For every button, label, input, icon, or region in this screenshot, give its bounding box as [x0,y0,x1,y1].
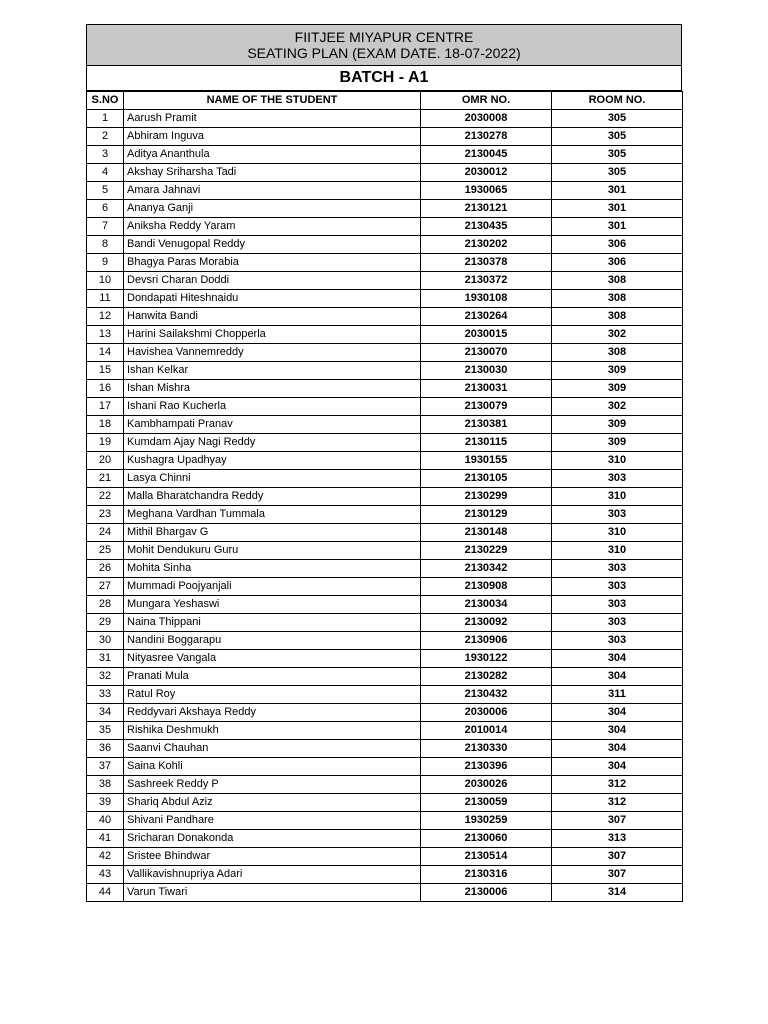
column-header-room: ROOM NO. [552,92,683,110]
cell-room-no: 304 [552,650,683,668]
cell-sno: 37 [87,758,124,776]
cell-room-no: 312 [552,776,683,794]
table-row [87,380,683,398]
cell-room-no: 309 [552,434,683,452]
table-row [87,884,683,902]
cell-sno: 21 [87,470,124,488]
table-row [87,398,683,416]
cell-sno: 27 [87,578,124,596]
cell-student-name: Mohit Dendukuru Guru [124,542,421,560]
cell-student-name: Lasya Chinni [124,470,421,488]
cell-omr-no: 1930155 [421,452,552,470]
cell-student-name: Bandi Venugopal Reddy [124,236,421,254]
cell-student-name: Shivani Pandhare [124,812,421,830]
seating-table [86,91,683,902]
cell-sno: 40 [87,812,124,830]
cell-sno: 42 [87,848,124,866]
cell-omr-no: 2130381 [421,416,552,434]
table-row [87,470,683,488]
cell-student-name: Havishea Vannemreddy [124,344,421,362]
cell-omr-no: 2130045 [421,146,552,164]
cell-omr-no: 2130030 [421,362,552,380]
cell-room-no: 305 [552,146,683,164]
cell-omr-no: 2130435 [421,218,552,236]
cell-omr-no: 1930065 [421,182,552,200]
column-header-omr: OMR NO. [421,92,552,110]
column-header-name: NAME OF THE STUDENT [124,92,421,110]
cell-room-no: 309 [552,380,683,398]
cell-omr-no: 2130006 [421,884,552,902]
cell-room-no: 303 [552,506,683,524]
cell-student-name: Amara Jahnavi [124,182,421,200]
cell-sno: 28 [87,596,124,614]
centre-title: FIITJEE MIYAPUR CENTRE [294,29,474,45]
cell-student-name: Abhiram Inguva [124,128,421,146]
cell-student-name: Varun Tiwari [124,884,421,902]
cell-sno: 3 [87,146,124,164]
cell-sno: 39 [87,794,124,812]
cell-omr-no: 2130432 [421,686,552,704]
cell-student-name: Ishan Kelkar [124,362,421,380]
cell-student-name: Reddyvari Akshaya Reddy [124,704,421,722]
cell-room-no: 311 [552,686,683,704]
cell-sno: 25 [87,542,124,560]
table-row [87,434,683,452]
table-row [87,668,683,686]
cell-room-no: 308 [552,308,683,326]
table-row [87,866,683,884]
cell-sno: 35 [87,722,124,740]
cell-sno: 24 [87,524,124,542]
table-row [87,218,683,236]
table-row [87,776,683,794]
table-row [87,110,683,128]
cell-omr-no: 2130202 [421,236,552,254]
cell-sno: 8 [87,236,124,254]
cell-omr-no: 2130316 [421,866,552,884]
cell-room-no: 304 [552,668,683,686]
cell-room-no: 307 [552,848,683,866]
cell-student-name: Saanvi Chauhan [124,740,421,758]
cell-student-name: Sashreek Reddy P [124,776,421,794]
table-row [87,344,683,362]
table-row [87,236,683,254]
cell-omr-no: 2130148 [421,524,552,542]
cell-sno: 33 [87,686,124,704]
cell-omr-no: 2130396 [421,758,552,776]
cell-student-name: Bhagya Paras Morabia [124,254,421,272]
cell-room-no: 306 [552,254,683,272]
cell-room-no: 310 [552,524,683,542]
table-row [87,254,683,272]
cell-student-name: Ishani Rao Kucherla [124,398,421,416]
cell-omr-no: 2030006 [421,704,552,722]
cell-sno: 10 [87,272,124,290]
cell-room-no: 308 [552,290,683,308]
column-header-sno: S.NO [87,92,124,110]
cell-room-no: 305 [552,164,683,182]
cell-omr-no: 2130330 [421,740,552,758]
cell-omr-no: 2030008 [421,110,552,128]
cell-sno: 41 [87,830,124,848]
table-row [87,416,683,434]
cell-omr-no: 1930259 [421,812,552,830]
cell-student-name: Harini Sailakshmi Chopperla [124,326,421,344]
cell-sno: 13 [87,326,124,344]
cell-sno: 18 [87,416,124,434]
table-row [87,758,683,776]
cell-omr-no: 2130031 [421,380,552,398]
cell-omr-no: 2130264 [421,308,552,326]
cell-student-name: Hanwita Bandi [124,308,421,326]
cell-room-no: 307 [552,812,683,830]
cell-student-name: Mohita Sinha [124,560,421,578]
cell-student-name: Sristee Bhindwar [124,848,421,866]
cell-student-name: Aarush Pramit [124,110,421,128]
table-row [87,452,683,470]
cell-room-no: 308 [552,344,683,362]
cell-room-no: 302 [552,326,683,344]
cell-sno: 29 [87,614,124,632]
table-row [87,308,683,326]
cell-room-no: 304 [552,758,683,776]
cell-sno: 32 [87,668,124,686]
cell-student-name: Meghana Vardhan Tummala [124,506,421,524]
cell-student-name: Nityasree Vangala [124,650,421,668]
cell-student-name: Mithil Bhargav G [124,524,421,542]
cell-omr-no: 2130378 [421,254,552,272]
cell-omr-no: 2130079 [421,398,552,416]
cell-room-no: 303 [552,632,683,650]
table-row [87,596,683,614]
cell-omr-no: 2010014 [421,722,552,740]
cell-sno: 15 [87,362,124,380]
cell-student-name: Mungara Yeshaswi [124,596,421,614]
cell-sno: 26 [87,560,124,578]
table-row [87,506,683,524]
cell-student-name: Vallikavishnupriya Adari [124,866,421,884]
cell-omr-no: 2130299 [421,488,552,506]
table-row [87,794,683,812]
table-row [87,560,683,578]
cell-omr-no: 2130121 [421,200,552,218]
cell-room-no: 301 [552,200,683,218]
cell-student-name: Kushagra Upadhyay [124,452,421,470]
cell-room-no: 302 [552,398,683,416]
table-row [87,614,683,632]
cell-room-no: 309 [552,416,683,434]
cell-student-name: Aditya Ananthula [124,146,421,164]
cell-sno: 2 [87,128,124,146]
cell-omr-no: 2130229 [421,542,552,560]
cell-sno: 22 [87,488,124,506]
cell-student-name: Dondapati Hiteshnaidu [124,290,421,308]
cell-room-no: 303 [552,560,683,578]
cell-omr-no: 1930108 [421,290,552,308]
cell-student-name: Akshay Sriharsha Tadi [124,164,421,182]
cell-room-no: 305 [552,110,683,128]
cell-sno: 16 [87,380,124,398]
cell-student-name: Kumdam Ajay Nagi Reddy [124,434,421,452]
cell-student-name: Ratul Roy [124,686,421,704]
cell-room-no: 307 [552,866,683,884]
table-row [87,578,683,596]
cell-omr-no: 2130115 [421,434,552,452]
cell-omr-no: 2130105 [421,470,552,488]
cell-student-name: Nandini Boggarapu [124,632,421,650]
cell-room-no: 310 [552,542,683,560]
table-row [87,272,683,290]
cell-sno: 9 [87,254,124,272]
cell-sno: 14 [87,344,124,362]
seating-plan-title: SEATING PLAN (EXAM DATE. 18-07-2022) [247,45,521,61]
cell-room-no: 303 [552,578,683,596]
table-header-row [87,92,683,110]
table-row [87,830,683,848]
seating-plan-sheet [86,24,682,902]
cell-sno: 11 [87,290,124,308]
cell-sno: 5 [87,182,124,200]
cell-room-no: 310 [552,452,683,470]
cell-omr-no: 2030012 [421,164,552,182]
cell-omr-no: 2130906 [421,632,552,650]
table-row [87,164,683,182]
cell-room-no: 304 [552,740,683,758]
sheet-header [86,24,682,66]
cell-sno: 44 [87,884,124,902]
cell-room-no: 314 [552,884,683,902]
table-row [87,686,683,704]
cell-student-name: Saina Kohli [124,758,421,776]
table-row [87,182,683,200]
cell-room-no: 304 [552,722,683,740]
table-row [87,704,683,722]
cell-sno: 7 [87,218,124,236]
cell-student-name: Ananya Ganji [124,200,421,218]
cell-student-name: Malla Bharatchandra Reddy [124,488,421,506]
cell-room-no: 308 [552,272,683,290]
cell-room-no: 301 [552,218,683,236]
cell-sno: 31 [87,650,124,668]
table-row [87,488,683,506]
table-row [87,290,683,308]
cell-sno: 20 [87,452,124,470]
cell-omr-no: 2130278 [421,128,552,146]
cell-student-name: Ishan Mishra [124,380,421,398]
cell-omr-no: 2130908 [421,578,552,596]
cell-room-no: 305 [552,128,683,146]
cell-student-name: Shariq Abdul Aziz [124,794,421,812]
cell-sno: 34 [87,704,124,722]
cell-omr-no: 2130372 [421,272,552,290]
table-row [87,542,683,560]
cell-room-no: 313 [552,830,683,848]
table-row [87,524,683,542]
cell-sno: 6 [87,200,124,218]
table-row [87,848,683,866]
cell-omr-no: 2130282 [421,668,552,686]
table-row [87,146,683,164]
cell-sno: 36 [87,740,124,758]
batch-label: BATCH - A1 [86,66,682,91]
cell-student-name: Naina Thippani [124,614,421,632]
cell-omr-no: 2130059 [421,794,552,812]
table-row [87,650,683,668]
cell-sno: 4 [87,164,124,182]
cell-omr-no: 2130342 [421,560,552,578]
cell-omr-no: 2130092 [421,614,552,632]
cell-student-name: Mummadi Poojyanjali [124,578,421,596]
table-row [87,632,683,650]
table-row [87,362,683,380]
cell-sno: 43 [87,866,124,884]
cell-omr-no: 2130129 [421,506,552,524]
cell-omr-no: 2130060 [421,830,552,848]
cell-omr-no: 2030015 [421,326,552,344]
cell-room-no: 304 [552,704,683,722]
cell-omr-no: 1930122 [421,650,552,668]
table-row [87,812,683,830]
cell-sno: 19 [87,434,124,452]
cell-room-no: 309 [552,362,683,380]
cell-omr-no: 2130514 [421,848,552,866]
cell-sno: 12 [87,308,124,326]
cell-student-name: Pranati Mula [124,668,421,686]
cell-room-no: 301 [552,182,683,200]
cell-student-name: Devsri Charan Doddi [124,272,421,290]
cell-room-no: 312 [552,794,683,812]
cell-room-no: 303 [552,470,683,488]
cell-sno: 1 [87,110,124,128]
cell-sno: 38 [87,776,124,794]
cell-omr-no: 2130034 [421,596,552,614]
cell-student-name: Sricharan Donakonda [124,830,421,848]
cell-sno: 23 [87,506,124,524]
table-row [87,740,683,758]
cell-sno: 17 [87,398,124,416]
cell-student-name: Kambhampati Pranav [124,416,421,434]
cell-omr-no: 2130070 [421,344,552,362]
table-row [87,128,683,146]
table-row [87,326,683,344]
cell-omr-no: 2030026 [421,776,552,794]
cell-room-no: 303 [552,614,683,632]
cell-room-no: 310 [552,488,683,506]
table-row [87,200,683,218]
cell-sno: 30 [87,632,124,650]
cell-student-name: Aniksha Reddy Yaram [124,218,421,236]
cell-room-no: 306 [552,236,683,254]
cell-room-no: 303 [552,596,683,614]
table-row [87,722,683,740]
cell-student-name: Rishika Deshmukh [124,722,421,740]
